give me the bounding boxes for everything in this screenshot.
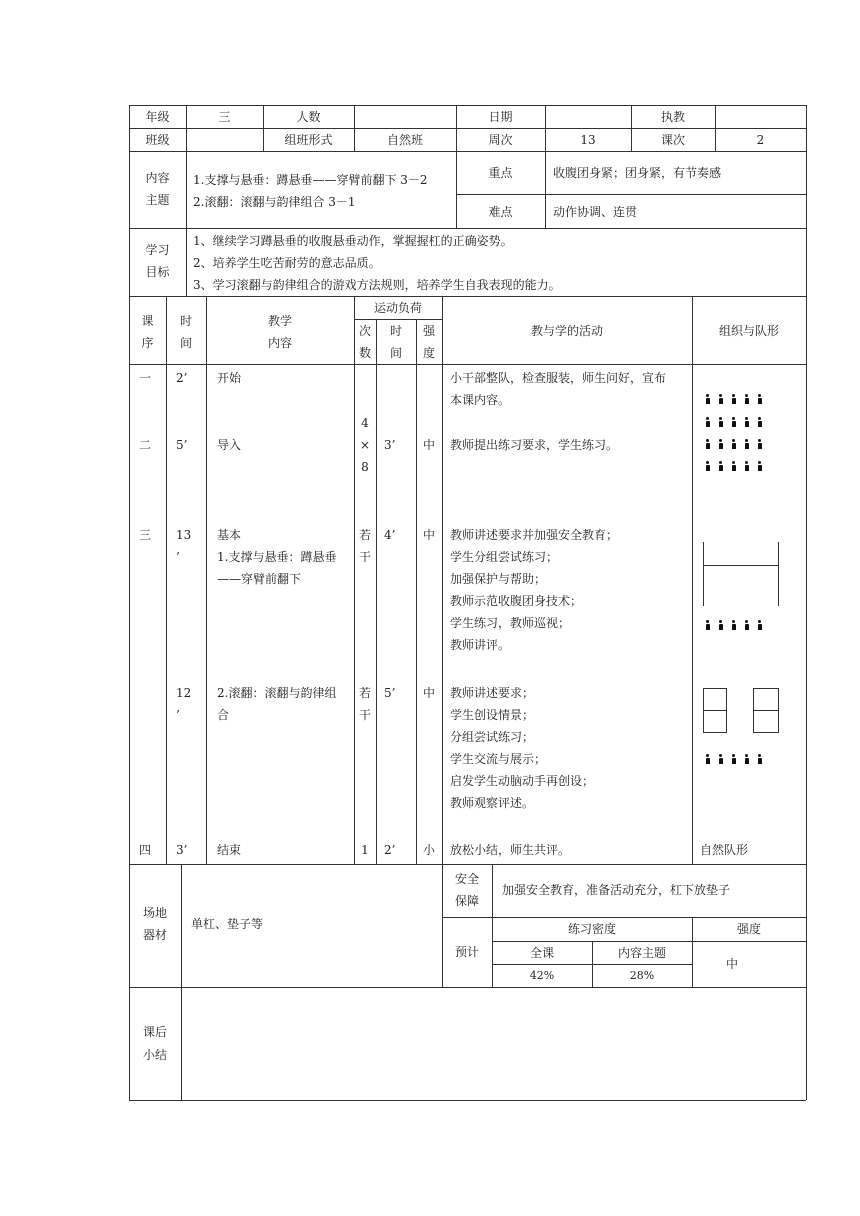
intensity-label: 强度: [736, 922, 761, 936]
s3-time: 13: [176, 528, 192, 542]
week-value: 13: [580, 133, 596, 147]
s3-activity: 学生练习，教师巡视；: [450, 616, 571, 630]
s3b-activity: 分组尝试练习；: [450, 730, 535, 744]
content-label-1: 内容: [145, 171, 170, 185]
goals-label-2: 目标: [145, 265, 170, 279]
s3b-time: 12: [176, 686, 192, 700]
s1-content: 开始: [217, 371, 242, 385]
safety-value: 加强安全教育，准备活动充分，杠下放垫子: [502, 883, 731, 897]
head-time-1: 时: [179, 314, 192, 328]
s4-intensity: 小: [422, 843, 435, 857]
head-count-2: 数: [358, 346, 371, 360]
density-label: 练习密度: [567, 922, 616, 936]
student-icon: [718, 754, 723, 764]
s4-time: 3’: [176, 843, 188, 857]
safety-label-1: 安全: [454, 872, 479, 886]
student-icon: [731, 620, 736, 630]
whole-value: 42%: [529, 969, 555, 982]
s4-count: 1: [361, 843, 369, 857]
s4-content: 结束: [217, 843, 242, 857]
s4-activity: 放松小结，师生共评。: [450, 843, 571, 857]
s2-time: 5’: [176, 438, 188, 452]
student-icon: [705, 620, 710, 630]
student-icon: [731, 394, 736, 404]
s4-order: 四: [139, 843, 152, 857]
head-dur-1: 时: [389, 324, 402, 338]
date-label: 日期: [488, 110, 513, 124]
s3-duration: 4’: [384, 528, 396, 542]
teacher-label: 执教: [660, 110, 685, 124]
student-icon: [705, 417, 710, 427]
s3-activity: 教师示范收腹团身技术；: [450, 594, 583, 608]
s1-activity: 小干部整队，检查服装，师生问好，宣布: [450, 371, 667, 385]
s3-activity: 教师讲评。: [450, 638, 511, 652]
s2-order: 二: [139, 438, 152, 452]
class-label: 班级: [145, 133, 170, 147]
s3b-activity: 教师讲述要求；: [450, 686, 535, 700]
student-icon: [718, 394, 723, 404]
s3b-activity: 启发学生动脑动手再创设；: [450, 774, 595, 788]
student-icon: [705, 439, 710, 449]
lesson-label: 课次: [660, 133, 685, 147]
s3-intensity: 中: [422, 528, 435, 542]
student-icon: [757, 417, 762, 427]
student-icon: [718, 461, 723, 471]
whole-label: 全课: [529, 946, 554, 960]
s3b-count: 干: [358, 708, 371, 722]
student-icon: [705, 461, 710, 471]
lesson-value: 2: [756, 133, 765, 147]
difficulty-label: 难点: [488, 205, 513, 219]
s3b-content: 合: [217, 708, 230, 722]
student-icon: [757, 461, 762, 471]
student-icon: [757, 620, 762, 630]
head-time-2: 间: [179, 336, 192, 350]
head-count-1: 次: [358, 324, 371, 338]
safety-label-2: 保障: [454, 894, 479, 908]
grade-label: 年级: [145, 110, 170, 124]
people-label: 人数: [296, 110, 321, 124]
s3-time: ’: [176, 550, 180, 564]
s2-count: 8: [361, 460, 369, 474]
student-icon: [744, 394, 749, 404]
s4-duration: 2’: [384, 843, 396, 857]
student-icon: [731, 754, 736, 764]
student-icon: [705, 394, 710, 404]
head-activity: 教与学的活动: [530, 324, 603, 338]
s3b-time: ’: [176, 708, 180, 722]
s2-content: 导入: [217, 438, 242, 452]
summary-label-1: 课后: [142, 1025, 167, 1039]
goals-label-1: 学习: [145, 243, 170, 257]
s2-activity: 教师提出练习要求，学生练习。: [450, 438, 619, 452]
s3-activity: 加强保护与帮助；: [450, 572, 547, 586]
content-line-2: 2.滚翻：滚翻与韵律组合 3－1: [193, 195, 356, 209]
topic-value: 28%: [629, 969, 655, 982]
goal-item: 3、学习滚翻与韵律组合的游戏方法规则，培养学生自我表现的能力。: [193, 278, 561, 292]
student-icon: [731, 461, 736, 471]
student-icon: [757, 754, 762, 764]
group-label: 组班形式: [284, 133, 333, 147]
forecast-label: 预计: [454, 945, 479, 959]
s3b-count: 若: [358, 686, 371, 700]
s3-activity: 教师讲述要求并加强安全教育；: [450, 528, 619, 542]
student-icon: [731, 417, 736, 427]
s3-content: 基本: [217, 528, 242, 542]
student-icon: [705, 754, 710, 764]
head-order-2: 序: [141, 336, 154, 350]
intensity-value: 中: [726, 957, 739, 971]
key-label: 重点: [488, 166, 513, 180]
topic-label: 内容主题: [617, 946, 666, 960]
student-icon: [718, 620, 723, 630]
s3-order: 三: [139, 528, 152, 542]
summary-label-2: 小结: [142, 1048, 167, 1062]
s2-intensity: 中: [422, 438, 435, 452]
s2-count: ×: [359, 438, 371, 452]
student-icon: [744, 620, 749, 630]
s3-content: 1.支撑与悬垂：蹲悬垂: [217, 550, 337, 564]
s3-activity: 学生分组尝试练习；: [450, 550, 559, 564]
head-dur-2: 间: [389, 346, 402, 360]
s2-count: 4: [361, 416, 369, 430]
student-icon: [757, 439, 762, 449]
head-intensity-1: 强: [422, 324, 435, 338]
goal-item: 1、继续学习蹲悬垂的收腹悬垂动作，掌握握杠的正确姿势。: [193, 234, 513, 248]
s3b-content: 2.滚翻：滚翻与韵律组: [217, 686, 337, 700]
s3b-duration: 5’: [384, 686, 396, 700]
student-icon: [744, 461, 749, 471]
s1-order: 一: [139, 371, 152, 385]
s3-count: 若: [358, 528, 371, 542]
student-icon: [718, 439, 723, 449]
head-intensity-2: 度: [422, 346, 435, 360]
student-icon: [718, 417, 723, 427]
s3b-intensity: 中: [422, 686, 435, 700]
key-value: 收腹团身紧；团身紧，有节奏感: [553, 166, 722, 180]
head-order-1: 课: [141, 314, 154, 328]
equipment-label-1: 场地: [142, 906, 167, 920]
head-load: 运动负荷: [373, 301, 422, 315]
s1-activity: 本课内容。: [450, 393, 511, 407]
head-formation: 组织与队形: [718, 324, 779, 338]
s4-formation: 自然队形: [700, 843, 749, 857]
student-icon: [744, 754, 749, 764]
content-line-1: 1.支撑与悬垂：蹲悬垂——穿臂前翻下 3－2: [193, 173, 428, 187]
group-value: 自然班: [386, 133, 423, 147]
s2-duration: 3’: [384, 438, 396, 452]
head-teach-1: 教学: [267, 314, 292, 328]
head-teach-2: 内容: [267, 336, 292, 350]
s3-count: 干: [358, 550, 371, 564]
grade-value: 三: [218, 110, 231, 124]
s3b-activity: 学生交流与展示；: [450, 752, 547, 766]
student-icon: [757, 394, 762, 404]
equipment-label-2: 器材: [142, 928, 167, 942]
goal-item: 2、培养学生吃苦耐劳的意志品质。: [193, 256, 381, 270]
s1-time: 2’: [176, 371, 188, 385]
s3b-activity: 教师观察评述。: [450, 796, 535, 810]
difficulty-value: 动作协调、连贯: [553, 205, 638, 219]
s3b-activity: 学生创设情景；: [450, 708, 535, 722]
s3-content: ——穿臂前翻下: [217, 572, 302, 586]
content-label-2: 主题: [145, 193, 170, 207]
student-icon: [744, 417, 749, 427]
student-icon: [744, 439, 749, 449]
equipment-value: 单杠、垫子等: [191, 917, 264, 931]
student-icon: [731, 439, 736, 449]
week-label: 周次: [488, 133, 513, 147]
